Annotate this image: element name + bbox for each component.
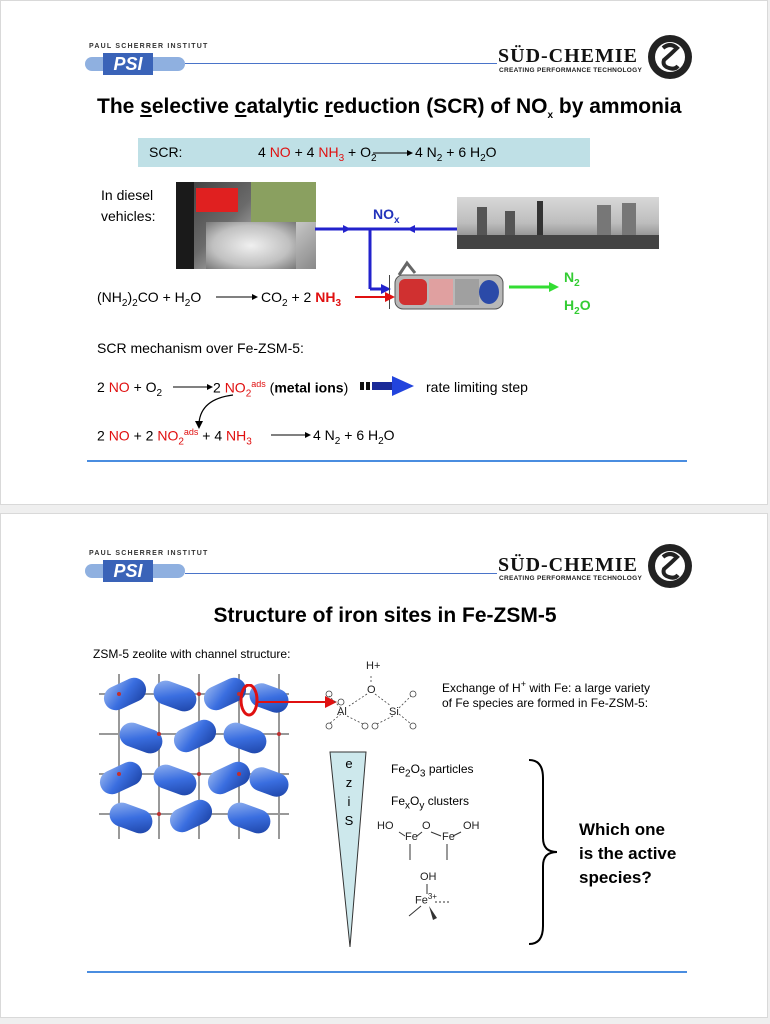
mononuclear-fe-label: $Fe^{3+}$ — [415, 892, 437, 907]
scr-label: SCR: — [149, 144, 183, 160]
psi-institute-name: PAUL SCHERRER INSTITUT — [89, 550, 209, 557]
mononuclear-oh-label: OH — [420, 871, 437, 883]
scr-reaction-arrow — [373, 148, 413, 158]
n2-product-label: $N_2$ — [564, 269, 580, 289]
active-species-question: Which one is the active species? — [579, 820, 677, 887]
urea-equation-rhs: $CO_2 + 2$ $NH_3$ — [261, 289, 341, 309]
intermediate-curved-arrow — [193, 393, 243, 429]
company-tagline: CREATING PERFORMANCE TECHNOLOGY — [499, 67, 643, 74]
power-plant-photo — [457, 197, 659, 249]
slide-2 — [0, 513, 768, 1018]
scr-equation-rhs: 4 $N_2 + 6$ $H_2O$ — [415, 144, 497, 164]
fexoy-clusters-label: $Fe_xO_y$ clusters — [391, 794, 470, 812]
diesel-label-line2: vehicles: — [101, 208, 156, 224]
exchange-text-line1: Exchange of H+ with Fe: a large variety — [442, 679, 651, 695]
slide1-footer-rule — [87, 460, 687, 462]
sud-chemie-seal-icon — [647, 34, 693, 80]
binuclear-oxygen-label: O — [422, 820, 431, 832]
psi-logo — [85, 53, 185, 75]
urea-reaction-arrow — [216, 292, 258, 302]
aluminium-label: Al — [337, 706, 347, 718]
svg-text:PSI: PSI — [113, 54, 143, 74]
exchange-text-line2: of Fe species are formed in Fe-ZSM-5: — [442, 696, 649, 710]
company-tagline: CREATING PERFORMANCE TECHNOLOGY — [499, 575, 643, 582]
nh3-injection-arrow — [355, 291, 395, 303]
slide-1 — [0, 0, 768, 505]
header-rule — [185, 573, 497, 574]
silicon-label: Si — [389, 706, 399, 718]
h2o-product-label: $H_2O$ — [564, 297, 591, 317]
hplus-label: H+ — [366, 660, 381, 672]
sud-chemie-seal-icon — [647, 543, 693, 589]
slide1-title: The selective catalytic reduction (SCR) of $NO_x$ by ammonia — [97, 95, 682, 122]
catalytic-converter-icon — [389, 259, 513, 319]
mechanism-step2-rhs: 4 $N_2 + 6$ $H_2O$ — [313, 427, 395, 447]
mechanism-title: SCR mechanism over Fe-ZSM-5: — [97, 340, 304, 356]
header-rule — [185, 63, 497, 64]
grouping-brace — [525, 758, 561, 946]
zsm-label: ZSM-5 zeolite with channel structure: — [93, 647, 291, 661]
scr-equation-lhs: 4 NO + 4 $NH_3 + O_2$ — [258, 144, 377, 164]
binuclear-fe-left-label: Fe — [405, 831, 418, 843]
mechanism-step1-arrow — [173, 382, 213, 392]
mechanism-step2-arrow — [271, 430, 311, 440]
rate-limiting-label: rate limiting step — [426, 379, 528, 395]
mononuclear-bonds — [401, 882, 461, 922]
mechanism-step1-rhs: 2 $NO_2^{ads}$ (metal ions) — [213, 379, 349, 400]
slide2-title: Structure of iron sites in Fe-ZSM-5 — [213, 604, 557, 627]
binuclear-oh-label: OH — [463, 820, 480, 832]
binuclear-fe-right-label: Fe — [442, 831, 455, 843]
size-label: e z i S — [344, 756, 354, 828]
urea-equation-lhs: $(NH_2)_2CO + H_2O$ — [97, 289, 202, 309]
mechanism-step2-lhs: 2 NO + 2 $NO_2^{ads} + 4$ $NH_3$ — [97, 427, 252, 448]
svg-text:PSI: PSI — [113, 561, 143, 581]
binuclear-bonds — [391, 826, 471, 862]
output-arrow — [509, 280, 559, 294]
psi-institute-name: PAUL SCHERRER INSTITUT — [89, 43, 209, 50]
slide2-footer-rule — [87, 971, 687, 973]
company-name: SÜD-CHEMIE — [498, 554, 639, 576]
diesel-label-line1: In diesel — [101, 187, 154, 203]
diesel-exhaust-photo — [176, 182, 316, 269]
nox-label: $NO_x$ — [373, 206, 400, 226]
psi-logo — [85, 560, 185, 582]
mechanism-step1-lhs: 2 NO + $O_2$ — [97, 379, 163, 399]
binuclear-ho-label: HO — [377, 820, 394, 832]
bridge-oxygen-label: O — [367, 684, 376, 696]
rate-limiting-arrow — [360, 375, 415, 397]
fe2o3-particles-label: $Fe_2O_3$ particles — [391, 762, 474, 780]
company-name: SÜD-CHEMIE — [498, 45, 639, 67]
